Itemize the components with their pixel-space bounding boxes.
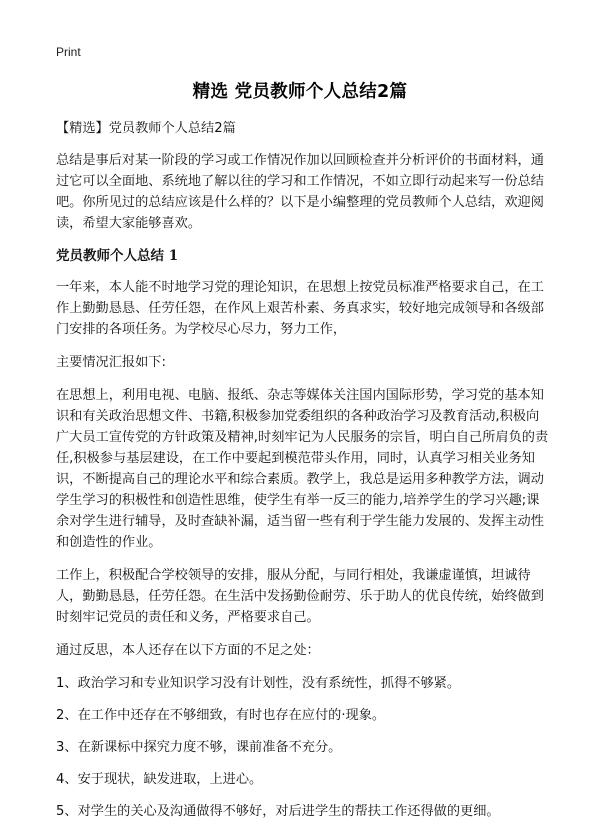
document-subtitle: 【精选】党员教师个人总结2篇 bbox=[56, 121, 236, 136]
print-label: Print bbox=[56, 45, 81, 59]
section-heading: 党员教师个人总结 1 bbox=[56, 248, 179, 264]
body-paragraph-3: 在思想上，利用电视、电脑、报纸、杂志等媒体关注国内国际形势，学习党的基本知识和有关政治思想文件、书籍,积极参加党委组织的各种政治学习及教育活动,积极向广大员工宣传党的方针政策及精神,时刻牢记为人民服务的宗旨，明白自己所肩负的责任,积极参与基层建设，在工作中要起到模范带头作用，同时，认真学习相关业务知识，不断提高自己的理论水平和综合素质。教学上，我总是运用多种教学方法，调动学生学习的积极性和创造性思维，使学生有举一反三的能力,培养学生的学习兴趣;课余对学生进行辅导，及时查缺补漏，适当留一些有利于学生能力发展的、发挥主动性和创造性的作业。 bbox=[56, 388, 549, 550]
shortcoming-item-1: 1、政治学习和专业知识学习没有计划性，没有系统性，抓得不够紧。 bbox=[56, 676, 461, 691]
intro-paragraph: 总结是事后对某一阶段的学习或工作情况作加以回顾检查并分析评价的书面材料，通过它可以全面地、系统地了解以往的学习和工作情况，不如立即行动起来写一份总结吧。你所见过的总结应该是什么样的？以下是小编整理的党员教师个人总结，欢迎阅读，希望大家能够喜欢。 bbox=[56, 153, 544, 231]
shortcoming-item-2: 2、在工作中还存在不够细致，有时也存在应付的·现象。 bbox=[56, 708, 386, 723]
document-title: 精选 党员教师个人总结2篇 bbox=[192, 82, 408, 102]
shortcoming-item-3: 3、在新课标中探究力度不够，课前准备不充分。 bbox=[56, 740, 342, 755]
shortcoming-item-4: 4、安于现状，缺发进取，上进心。 bbox=[56, 772, 263, 787]
document-body bbox=[56, 118, 552, 833]
body-paragraph-5: 通过反思，本人还存在以下方面的不足之处： bbox=[56, 643, 320, 658]
body-paragraph-4: 工作上，积极配合学校领导的安排，服从分配，与同行相处，我谦虚谨慎，坦诚待人，勤勤恳恳，任劳任怨。在生活中发扬勤俭耐劳、乐于助人的优良传统，始终做到时刻牢记党员的责任和义务，严格要求自己。 bbox=[56, 568, 544, 625]
shortcoming-item-5: 5、对学生的关心及沟通做得不够好，对后进学生的帮扶工作还得做的更细。 bbox=[56, 804, 500, 819]
body-paragraph-2: 主要情况汇报如下: bbox=[56, 355, 166, 370]
body-paragraph-1: 一年来，本人能不时地学习党的理论知识，在思想上按党员标准严格要求自己，在工作上勤勤恳恳、任劳任怨，在作风上艰苦朴素、务真求实，较好地完成领导和各级部门安排的各项任务。为学校尽心尽力，努力工作， bbox=[56, 280, 544, 337]
